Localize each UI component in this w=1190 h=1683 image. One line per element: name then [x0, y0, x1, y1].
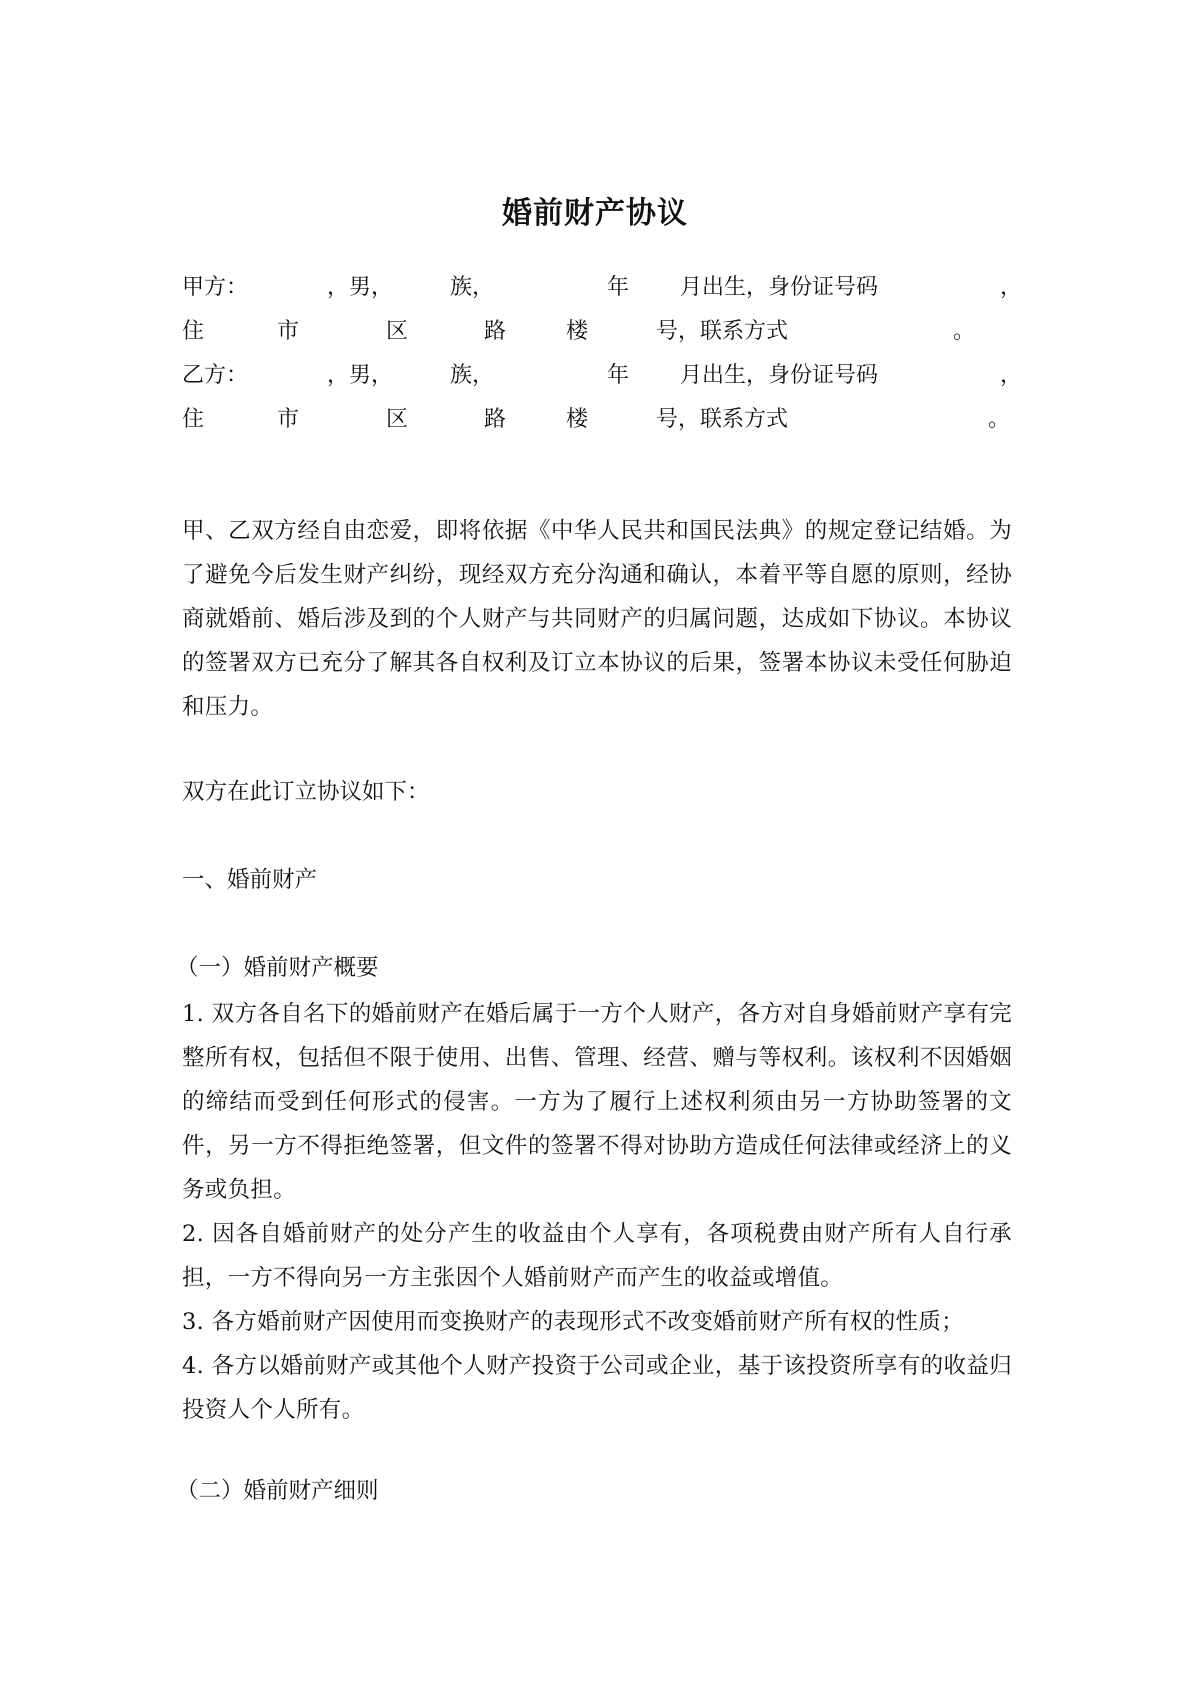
party-a-road: 路: [484, 319, 507, 344]
party-a-identity-line: [182, 273, 1023, 303]
party-b-contact: 号，联系方式: [656, 407, 789, 432]
party-b-city: 市: [277, 407, 300, 432]
party-a-comma: ，: [1000, 275, 1023, 300]
clause-item: 1. 双方各自名下的婚前财产在婚后属于一方个人财产，各方对自身婚前财产享有完整所有权，包括但不限于使用、出售、管理、经营、赠与等权利。该权利不因婚姻的缔结而受到任何形式的侵害。一方为了履行上述权利须由另一方协助签署的文件，另一方不得拒绝签署，但文件的签署不得对协助方造成任何法律或经济上的义务或负担。: [182, 1001, 1012, 1203]
party-b-ethnicity: 族，: [450, 363, 495, 388]
party-b-gender: ，男，: [327, 363, 394, 388]
party-b-district: 区: [386, 407, 409, 432]
party-b-comma: ，: [1000, 363, 1023, 388]
party-a-ethnicity: 族，: [450, 275, 495, 300]
party-a-live: 住: [182, 319, 205, 344]
party-a-address-line: [182, 317, 1012, 347]
party-b-identity-line: [182, 361, 1023, 391]
clause-item: 4. 各方以婚前财产或其他个人财产投资于公司或企业，基于该投资所享有的收益归投资人个人所有。: [182, 1353, 1012, 1423]
section-heading-premarital-property: 一、婚前财产: [182, 867, 318, 893]
subsection-heading-overview: （一）婚前财产概要: [176, 955, 379, 981]
clause-item: 2. 因各自婚前财产的处分产生的收益由个人享有，各项税费由财产所有人自行承担，一方不得向另一方主张因个人婚前财产而产生的收益或增值。: [182, 1221, 1012, 1291]
party-a-district: 区: [386, 319, 409, 344]
party-a-contact: 号，联系方式: [656, 319, 789, 344]
clause-item: 3. 各方婚前财产因使用而变换财产的表现形式不改变婚前财产所有权的性质；: [182, 1309, 964, 1335]
document-title: 婚前财产协议: [502, 196, 688, 231]
party-b-birth: 月出生，身份证号码: [680, 363, 879, 388]
party-a-gender: ，男，: [327, 275, 394, 300]
agreement-lead: 双方在此订立协议如下：: [182, 779, 430, 805]
party-b-live: 住: [182, 407, 205, 432]
party-b-address-line: [182, 405, 1012, 435]
intro-paragraph: 甲、乙双方经自由恋爱，即将依据《中华人民共和国民法典》的规定登记结婚。为了避免今后发生财产纠纷，现经双方充分沟通和确认，本着平等自愿的原则，经协商就婚前、婚后涉及到的个人财产与共同财产的归属问题，达成如下协议。本协议的签署双方已充分了解其各自权利及订立本协议的后果，签署本协议未受任何胁迫和压力。: [182, 518, 1012, 720]
party-b-year: 年: [607, 363, 630, 388]
party-b-road: 路: [484, 407, 507, 432]
party-b-building: 楼: [566, 407, 589, 432]
party-b-label: 乙方：: [182, 363, 249, 388]
subsection-heading-details: （二）婚前财产细则: [176, 1478, 379, 1504]
party-a-end: 。: [953, 319, 976, 344]
party-a-city: 市: [277, 319, 300, 344]
party-a-birth: 月出生，身份证号码: [680, 275, 879, 300]
party-a-label: 甲方：: [182, 275, 249, 300]
party-a-year: 年: [607, 275, 630, 300]
party-a-building: 楼: [566, 319, 589, 344]
party-b-end: 。: [988, 407, 1011, 432]
